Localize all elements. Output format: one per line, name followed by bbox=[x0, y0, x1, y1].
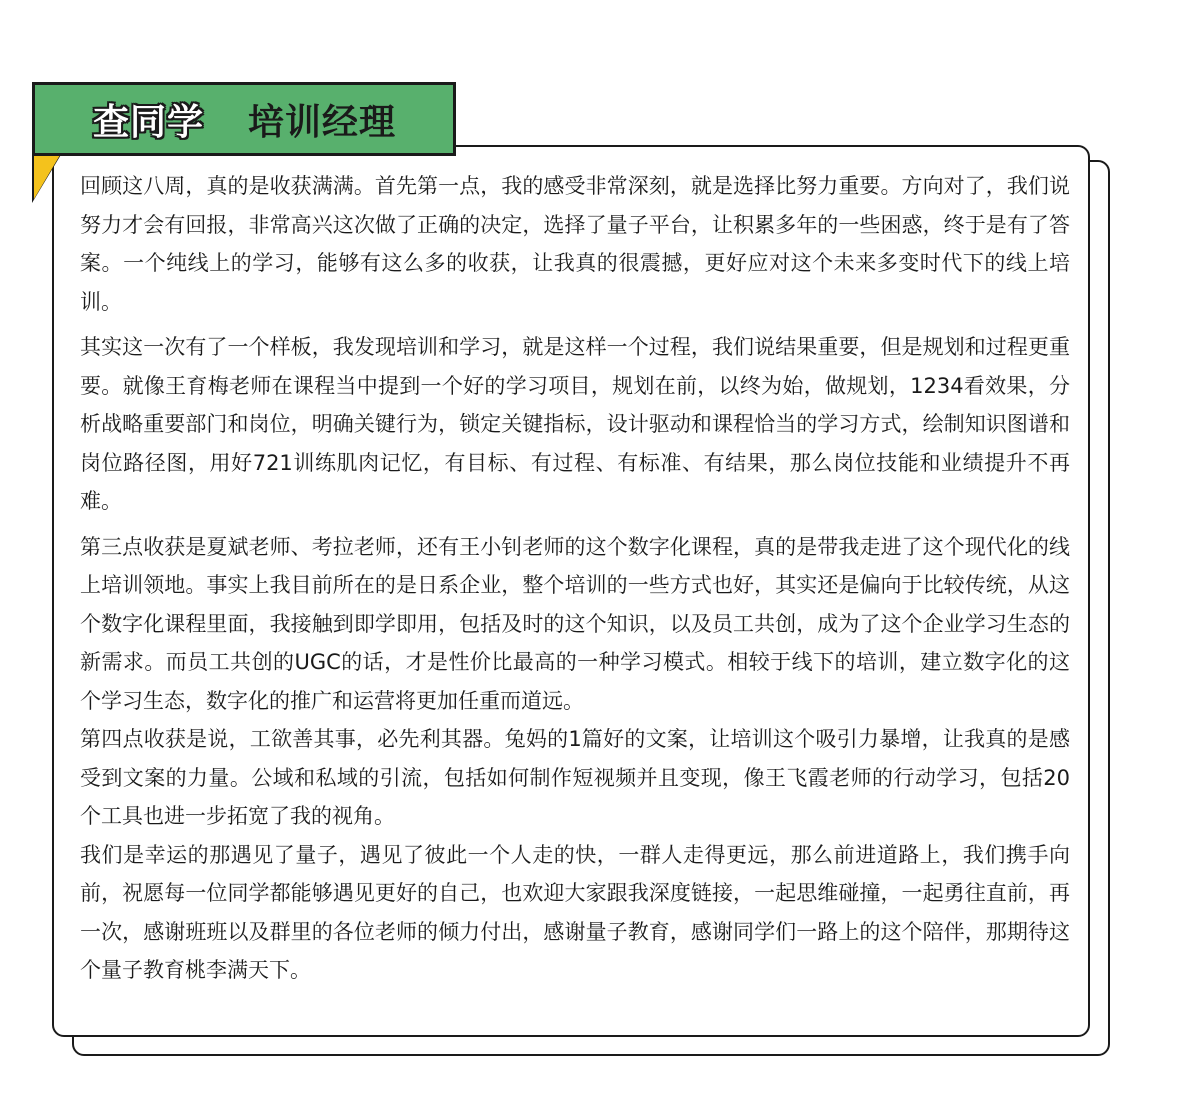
student-role: 培训经理 bbox=[248, 101, 397, 143]
testimonial-text bbox=[80, 167, 1070, 990]
paragraph-5: 我们是幸运的那遇见了量子，遇见了彼此一个人走的快，一群人走得更远，那么前进道路上，我们携手向前，祝愿每一位同学都能够遇见更好的自己，也欢迎大家跟我深度链接，一起思维碰撞，一起勇往直前，再一次，感谢班班以及群里的各位老师的倾力付出，感谢量子教育，感谢同学们一路上的这个陪伴，那期待这个量子教育桃李满天下。 bbox=[80, 842, 1070, 982]
tag-tail bbox=[34, 155, 60, 199]
paragraph-1: 回顾这八周，真的是收获满满。首先第一点，我的感受非常深刻，就是选择比努力重要。方向对了，我们说努力才会有回报，非常高兴这次做了正确的决定，选择了量子平台，让积累多年的一些困惑，终于是有了答案。一个纯线上的学习，能够有这么多的收获，让我真的很震撼，更好应对这个未来多变时代下的线上培训。 bbox=[80, 174, 1070, 314]
paragraph-4: 第四点收获是说，工欲善其事，必先利其器。兔妈的1篇好的文案，让培训这个吸引力暴增，让我真的是感受到文案的力量。公域和私域的引流，包括如何制作短视频并且变现，像王飞霞老师的行动学习，包括20个工具也进一步拓宽了我的视角。 bbox=[80, 727, 1070, 828]
paragraph-2: 其实这一次有了一个样板，我发现培训和学习，就是这样一个过程，我们说结果重要，但是规划和过程更重要。就像王育梅老师在课程当中提到一个好的学习项目，规划在前，以终为始，做规划，1234看效果，分析战略重要部门和岗位，明确关键行为，锁定关键指标，设计驱动和课程恰当的学习方式，绘制知识图谱和岗位路径图，用好721训练肌肉记忆，有目标、有过程、有标准、有结果，那么岗位技能和业绩提升不再难。 bbox=[80, 335, 1070, 513]
header-tag bbox=[32, 82, 456, 156]
paragraph-3: 第三点收获是夏斌老师、考拉老师，还有王小钊老师的这个数字化课程，真的是带我走进了这个现代化的线上培训领地。事实上我目前所在的是日系企业，整个培训的一些方式也好，其实还是偏向于比较传统，从这个数字化课程里面，我接触到即学即用，包括及时的这个知识，以及员工共创，成为了这个企业学习生态的新需求。而员工共创的UGC的话，才是性价比最高的一种学习模式。相较于线下的培训，建立数字化的这个学习生态，数字化的推广和运营将更加任重而道远。 bbox=[80, 534, 1070, 713]
student-name: 查同学 bbox=[93, 101, 205, 143]
